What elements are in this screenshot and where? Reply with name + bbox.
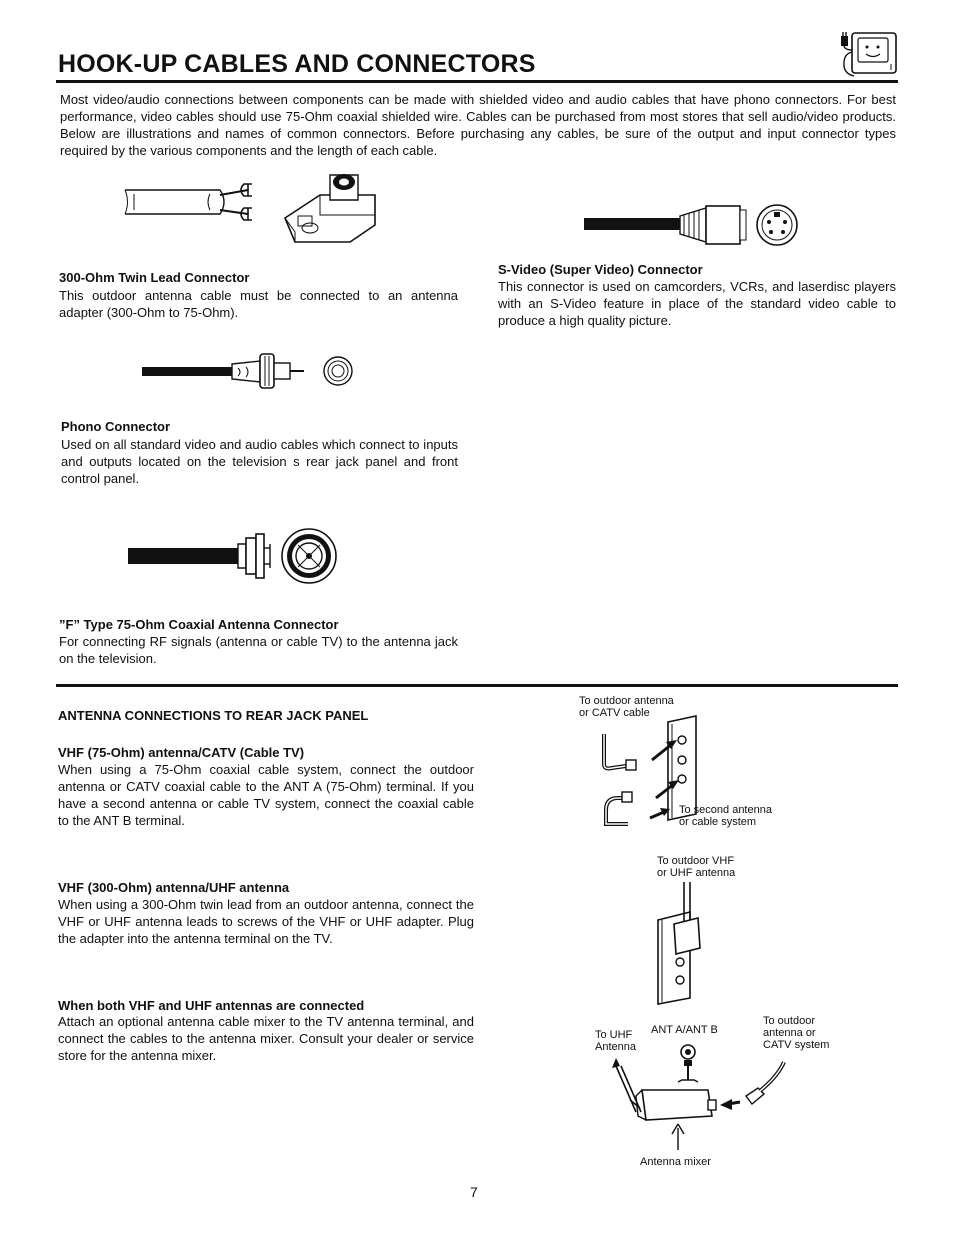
intro-paragraph: Most video/audio connections between components can be made with shielded video and audio cables that have phono connectors. For best performance, video cables should use 75-Ohm coaxial shielded wire. Cables can be purchased from most stores that sell audio/video products. Below are illustrations and names of common connectors. Before purchasing any cables, be sure of the output and input connector types required by the various components and the length of each cable.	[60, 92, 896, 158]
vhf300-heading: VHF (300-Ohm) antenna/UHF antenna	[58, 880, 290, 895]
tv-plug-mascot-icon	[838, 30, 900, 78]
phono-connector-illustration	[142, 350, 357, 394]
page-title: HOOK-UP CABLES AND CONNECTORS	[58, 50, 536, 78]
svideo-heading: S-Video (Super Video) Connector	[498, 262, 703, 277]
both-text: Attach an optional antenna cable mixer to the TV antenna terminal, and connect the cables to the antenna mixer. Consult your dealer or service store for the antenna mixer.	[58, 1014, 474, 1063]
label-second-antenna: To second antenna or cable system	[679, 804, 772, 828]
vhf300-text: When using a 300-Ohm twin lead from an outdoor antenna, connect the VHF or UHF antenna leads to screws of the VHF or UHF adapter. Plug the adapter into the antenna terminal on the TV.	[58, 897, 474, 946]
label-to-uhf: To UHF Antenna	[595, 1029, 636, 1053]
f-type-connector-illustration	[128, 528, 340, 588]
label-ant-ab: ANT A/ANT B	[651, 1024, 718, 1036]
label-outdoor-catv-system: To outdoor antenna or CATV system	[763, 1015, 830, 1051]
svideo-connector-illustration	[584, 200, 804, 254]
twin-lead-connector-illustration	[120, 170, 380, 250]
svideo-text: This connector is used on camcorders, VCRs, and laserdisc players with an S-Video feature in place of the standard video cable to produce a high quality picture.	[498, 279, 896, 328]
twin-lead-text: This outdoor antenna cable must be connected to an antenna adapter (300-Ohm to 75-Ohm).	[59, 288, 458, 320]
mixer-connection-diagram	[608, 1036, 808, 1156]
vhf75-heading: VHF (75-Ohm) antenna/CATV (Cable TV)	[58, 745, 305, 760]
both-heading: When both VHF and UHF antennas are connected	[58, 998, 365, 1013]
section-rule	[56, 684, 898, 687]
f-type-text: For connecting RF signals (antenna or cable TV) to the antenna jack on the television.	[59, 634, 458, 666]
label-mixer: Antenna mixer	[640, 1156, 711, 1168]
vhf75-text: When using a 75-Ohm coaxial cable system, connect the outdoor antenna or CATV coaxial cable to the ANT A (75-Ohm) terminal. If you have a second antenna or cable TV system, connect the coaxial cable to the ANT B terminal.	[58, 762, 474, 828]
title-rule	[56, 80, 898, 83]
label-outdoor-catv: To outdoor antenna or CATV cable	[579, 695, 674, 719]
antenna-section-heading: ANTENNA CONNECTIONS TO REAR JACK PANEL	[58, 708, 369, 723]
adapter-connection-diagram	[650, 880, 710, 1010]
f-type-heading: ”F” Type 75-Ohm Coaxial Antenna Connector	[59, 617, 339, 632]
twin-lead-heading: 300-Ohm Twin Lead Connector	[59, 270, 250, 285]
page-number: 7	[470, 1184, 478, 1200]
phono-heading: Phono Connector	[61, 419, 171, 434]
phono-text: Used on all standard video and audio cables which connect to inputs and outputs located on the television s rear jack panel and front control panel.	[61, 437, 458, 486]
label-outdoor-vhf-uhf: To outdoor VHF or UHF antenna	[657, 855, 736, 879]
